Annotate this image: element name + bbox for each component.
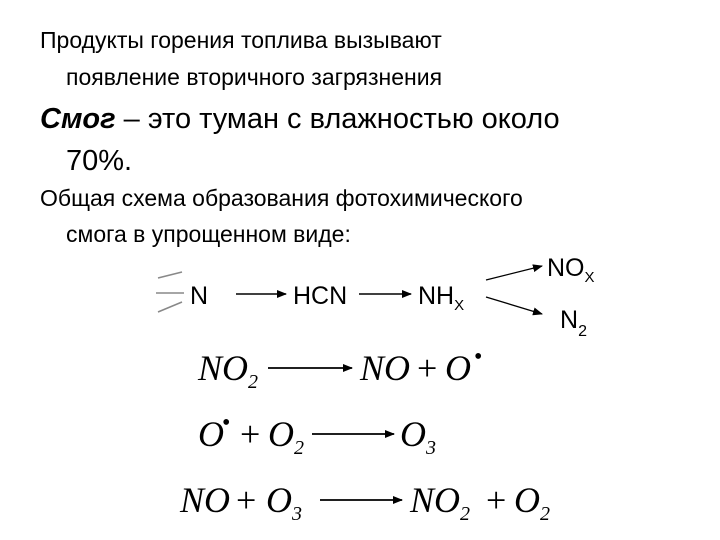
eq1-radical-dot: •: [474, 344, 483, 370]
p3-line1: Общая схема образования фотохимического: [40, 185, 523, 211]
p2-line2: 70%.: [66, 145, 133, 177]
hcn-label: HCN: [293, 282, 348, 310]
equation-3: [179, 480, 550, 525]
p2-rest: – это туман с влажностью около: [115, 103, 560, 135]
arrow-to-n2: [486, 297, 542, 314]
eq1-plus: +: [417, 348, 438, 388]
eq2-ozone: $O_3$: [400, 414, 436, 459]
p3-line2: смога в упрощенном виде:: [66, 221, 351, 247]
eq2-oxygen: $O_2$: [268, 414, 304, 459]
arrow-to-nox: [486, 266, 542, 280]
eq2-radical: O: [198, 414, 224, 454]
eq3-plus2: +: [486, 480, 507, 520]
n2-label: $N_2$: [560, 306, 587, 340]
n-label: N: [190, 282, 209, 310]
eq1-reactant: $NO_2$: [198, 348, 259, 393]
eq1-radical: O: [445, 348, 471, 388]
eq2-plus: +: [240, 414, 261, 454]
nitrogen-chain: [190, 254, 595, 340]
eq3-no2: $NO_2$: [410, 480, 471, 525]
equation-1: [197, 344, 482, 393]
nh-label: $NH_X$: [418, 282, 465, 314]
eq1-product: NO: [360, 348, 411, 388]
eq2-radical-dot: •: [222, 410, 231, 436]
incoming-arrows: [156, 272, 184, 312]
eq3-plus1: +: [236, 480, 257, 520]
p1-line2: появление вторичного загрязнения: [66, 64, 443, 90]
equation-2: [198, 410, 436, 459]
eq3-o2: $O_2$: [514, 480, 550, 525]
eq3-no: NO: [180, 480, 231, 520]
nox-label: $NO_X$: [547, 254, 595, 286]
eq3-ozone: $O_3$: [266, 480, 302, 525]
smog-term: Смог: [40, 103, 116, 135]
p1-line1: Продукты горения топлива вызывают: [40, 27, 442, 53]
